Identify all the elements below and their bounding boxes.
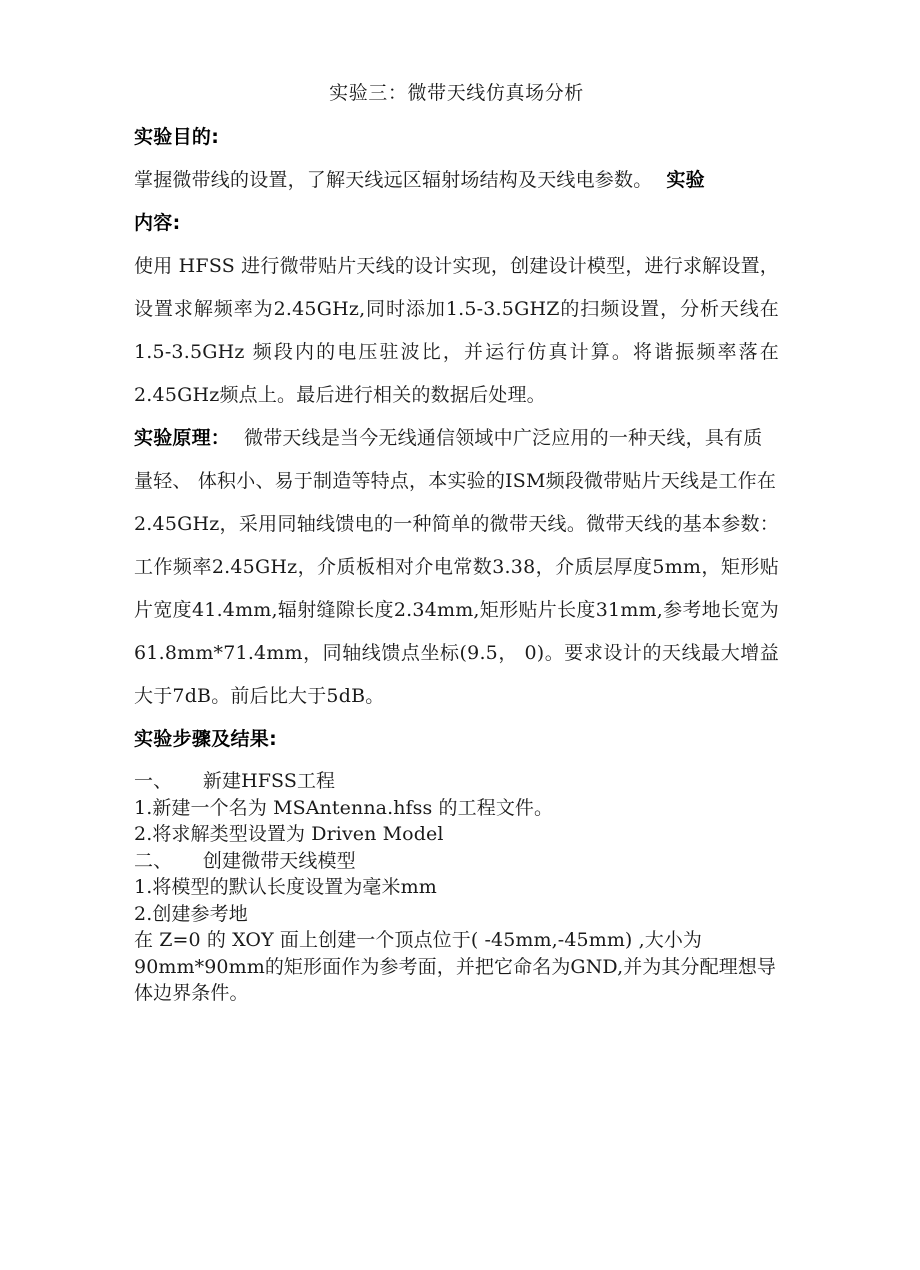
heading-experiment-content: 内容:	[134, 212, 181, 234]
list-item-step-group-two: 二、 创建微带天线模型	[134, 849, 356, 872]
list-item-step-two-detail: 在 Z=0 的 XOY 面上创建一个顶点位于( -45mm,-45mm) ,大小为 90mm*90mm的矩形面作为参考面，并把它命名为GND,并为其分配理想导体边界条件。	[134, 929, 777, 1004]
page-title: 实验三：微带天线仿真场分析	[329, 82, 584, 104]
paragraph-experiment-principle-1	[134, 417, 779, 503]
paragraph-experiment-principle-2: 2.45GHz，采用同轴线馈电的一种简单的微带天线。微带天线的基本参数：工作频率2.45GHz，介质板相对介电常数3.38，介质层厚度5mm，矩形贴片宽度41.4mm,辐射缝隙长度2.34mm,矩形贴片长度31mm,参考地长宽为61.8mm*71.4mm，同轴线馈点坐标(9.5， 0)。要求设计的天线最大增益大于7dB。前后比大于5dB。	[134, 513, 779, 707]
list-item-step-two-1: 1.将模型的默认长度设置为毫米mm	[134, 876, 437, 898]
principle-body-text-1: 微带天线是当今无线通信领域中广泛应用的一种天线，具有质量轻、 体积小、易于制造等特点，本实验的ISM频段微带贴片天线是工作在	[134, 427, 777, 492]
list-item-step-one-1: 1.新建一个名为 MSAntenna.hfss 的工程文件。	[134, 796, 554, 819]
list-item-step-one-2: 2.将求解类型设置为 Driven Model	[134, 823, 444, 845]
purpose-trailing-bold-run: 实验	[666, 169, 705, 191]
purpose-body-text: 掌握微带线的设置，了解天线远区辐射场结构及天线电参数。	[134, 169, 653, 191]
paragraph-experiment-purpose	[134, 159, 779, 202]
list-item-step-two-2: 2.创建参考地	[134, 902, 248, 925]
list-item-step-group-one: 一、 新建HFSS工程	[134, 770, 336, 792]
paragraph-experiment-content: 使用 HFSS 进行微带贴片天线的设计实现，创建设计模型，进行求解设置，设置求解频率为2.45GHz,同时添加1.5-3.5GHZ的扫频设置，分析天线在 1.5-3.5GHz 频段内的电压驻波比，并运行仿真计算。将谐振频率落在2.45GHz频点上。最后进行相关的数据后处理。	[134, 255, 779, 406]
heading-experiment-steps: 实验步骤及结果:	[134, 728, 277, 750]
steps-list	[134, 768, 779, 1007]
spacer	[134, 761, 779, 768]
heading-experiment-principle: 实验原理：	[134, 427, 231, 449]
heading-experiment-purpose: 实验目的:	[134, 126, 220, 148]
document-body	[134, 78, 779, 1007]
